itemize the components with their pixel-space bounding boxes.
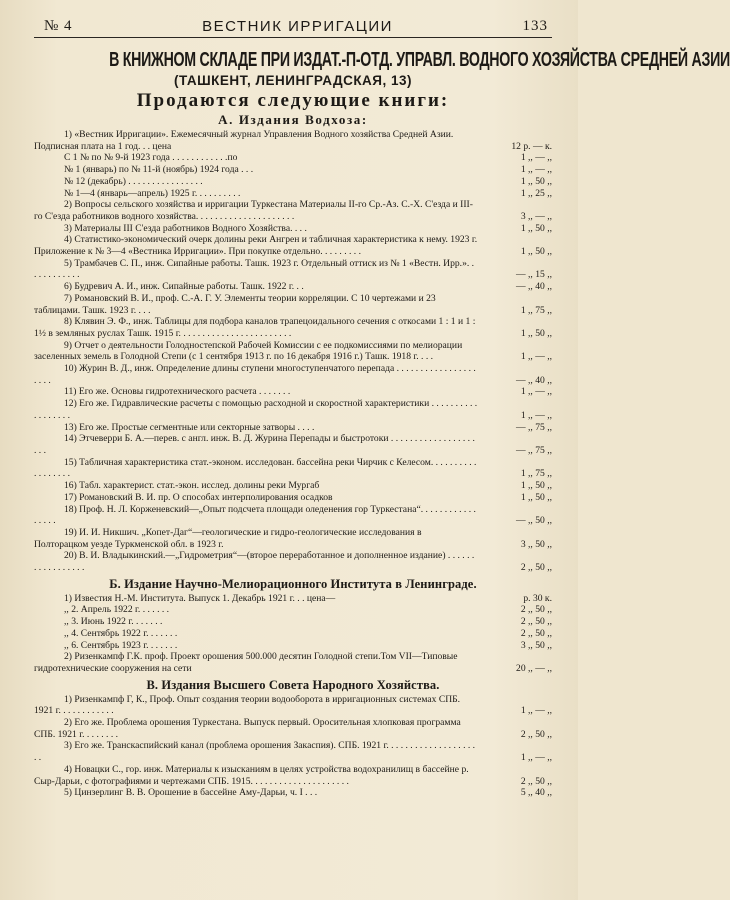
item-price: 1 ,, 50 ,, xyxy=(520,222,552,234)
item-price: — ,, 50 ,, xyxy=(516,515,552,527)
item-text: 19) И. И. Никшич. „Копет-Даг“—геологические и гидро-геологические исследования в Полторацком уезде Туркменской обл. в 1923 г. xyxy=(34,526,422,550)
item-text: № 12 (декабрь) . . . . . . . . . . . . . . . . xyxy=(64,175,203,187)
item-price: 1 ,, 50 ,, xyxy=(520,480,552,492)
item-price: 1 ,, — ,, xyxy=(520,752,552,764)
section-title: Б. Издание Научно-Мелиорационного Института в Ленинграде. xyxy=(109,576,477,591)
list-item xyxy=(34,386,552,398)
section-title: А. Издания Водхоза: xyxy=(218,112,368,127)
item-text: ,, 4. Сентябрь 1922 г. . . . . . . xyxy=(64,627,178,639)
banner: Продаются следующие книги: xyxy=(136,90,450,111)
item-price: 1 ,, 50 ,, xyxy=(520,327,552,339)
item-text: 17) Романовский В. И. пр. О способах интерполирования осадков xyxy=(64,491,333,503)
list-item xyxy=(34,176,552,188)
item-text: С 1 № по № 9-й 1923 года . . . . . . . . . . . .по xyxy=(64,152,238,164)
list-item xyxy=(34,764,552,787)
item-text: 11) Его же. Основы гидротехнического расчета . . . . . . . xyxy=(64,386,291,398)
list-item xyxy=(34,550,552,573)
headline: В КНИЖНОМ СКЛАДЕ ПРИ ИЗДАТ.-П-ОТД. УПРАВЛ. ВОДНОГО ХОЗЯЙСТВА СРЕДНЕЙ АЗИИ xyxy=(109,49,730,71)
list-item xyxy=(34,129,552,152)
item-text: № 1—4 (январь—апрель) 1925 г. . . . . . . . . . xyxy=(64,187,241,199)
item-text: 2) Вопросы сельского хозяйства и ирригации Туркестана Материалы II-го Ср.-Аз. С.-Х. С'езда и III-го С'езда работников водного хозяйства. . . . . . . . . . . . . . . . . . . . . xyxy=(34,199,473,222)
item-price: 1 ,, — ,, xyxy=(520,351,552,363)
section-entries xyxy=(34,129,552,574)
item-price: 1 ,, — ,, xyxy=(520,409,552,421)
item-text: 15) Табличная характеристика стат.-эконом. исследован. бассейна реки Чирчик с Келесом. . . . . . . . . . . . . . . . . . xyxy=(34,456,477,480)
item-price: 2 ,, 50 ,, xyxy=(520,775,552,787)
item-text: 12) Его же. Гидравлические расчеты с помощью расходной и скоростной характеристики . . . . . . . . . . . . . . . . . . xyxy=(34,398,478,421)
list-item xyxy=(34,281,552,293)
list-item xyxy=(34,694,552,717)
item-price: 1 ,, — ,, xyxy=(520,386,552,398)
item-price: — ,, 40 ,, xyxy=(516,374,552,386)
item-price: 3 ,, 50 ,, xyxy=(520,639,552,651)
list-item xyxy=(34,480,552,492)
item-text: 13) Его же. Простые сегментные или секторные затворы . . . . xyxy=(64,421,315,433)
running-header xyxy=(34,18,552,38)
list-item xyxy=(34,223,552,235)
list-item xyxy=(34,787,552,799)
item-price: р. 30 к. xyxy=(523,592,552,604)
item-price: 1 ,, — ,, xyxy=(520,152,552,164)
item-price: 2 ,, 50 ,, xyxy=(520,616,552,628)
section-entries xyxy=(34,694,552,799)
list-item xyxy=(34,492,552,504)
item-text: 10) Журин В. Д., инж. Определение длины ступени многоступенчатого перепада . . . . . . . . . . . . . . . . . . . . . xyxy=(34,363,476,386)
list-item xyxy=(34,398,552,421)
item-text: 7) Романовский В. И., проф. С.-А. Г. У. Элементы теории корреляции. С 10 чертежами и 23 таблицами. Ташк. 1923 г. . . . xyxy=(34,292,436,316)
list-item xyxy=(34,616,552,628)
item-price: 20 ,, — ,, xyxy=(516,662,552,674)
section-title: В. Издания Высшего Совета Народного Хозяйства. xyxy=(146,677,440,692)
item-price: 1 ,, — ,, xyxy=(520,164,552,176)
list-item xyxy=(34,258,552,281)
list-item xyxy=(34,188,552,200)
item-text: 4) Новацки С., гор. инж. Материалы к изысканиям в целях устройства водохранилищ в бассейне р. Сыр-Дарьи, с фотографиями и чертежами СПБ. 1915. . . . . . . . . . . . . . . . . . . . . xyxy=(34,763,469,787)
item-text: 1) Известия Н.-М. Института. Выпуск 1. Декабрь 1921 г. . . цена— xyxy=(64,592,336,604)
item-price: — ,, 15 ,, xyxy=(516,269,552,281)
item-price: 3 ,, — ,, xyxy=(520,210,552,222)
item-text: 1) Ризенкампф Г, К., Проф. Опыт создания теории водооборота в ирригационных системах СПБ. 1921 г. . . . . . . . . . . . xyxy=(34,693,461,717)
list-item xyxy=(34,199,552,222)
item-text: 9) Отчет о деятельности Голодностепской Рабочей Комиссии с ее подкомиссиями по мелиорации заселенных земель в Голодной Степи (с 1 сентября 1913 г. по 16 декабря 1916 г.) Ташк. 1918 г. . . . xyxy=(34,339,463,363)
item-price: 3 ,, 50 ,, xyxy=(520,538,552,550)
catalog-sections xyxy=(34,112,552,799)
issue-number: № 4 xyxy=(44,18,73,34)
item-price: 1 ,, 50 ,, xyxy=(520,175,552,187)
item-text: 18) Проф. Н. Л. Корженевский—„Опыт подсчета площади оледенения гор Туркестана“. . . . . . . . . . . . . . . . . xyxy=(34,503,476,527)
item-price: — ,, 75 ,, xyxy=(516,444,552,456)
item-price: 1 ,, 50 ,, xyxy=(520,491,552,503)
list-item xyxy=(34,152,552,164)
list-item xyxy=(34,628,552,640)
item-text: ,, 6. Сентябрь 1923 г. . . . . . . xyxy=(64,639,178,651)
item-price: — ,, 40 ,, xyxy=(516,281,552,293)
subheadline: (ТАШКЕНТ, ЛЕНИНГРАДСКАЯ, 13) xyxy=(173,73,413,88)
list-item xyxy=(34,293,552,316)
item-price: 1 ,, — ,, xyxy=(520,705,552,717)
list-item xyxy=(34,604,552,616)
item-text: 20) В. И. Владыкинский.—„Гидрометрия“—(второе переработанное и дополненное издание) . . . . . . . . . . . . . . . . . xyxy=(34,550,475,574)
item-text: 16) Табл. характерист. стат.-экон. исслед. долины реки Мургаб xyxy=(64,480,320,492)
item-price: 1 ,, 75 ,, xyxy=(520,304,552,316)
list-item xyxy=(34,593,552,605)
item-text: 4) Статистико-экономический очерк долины реки Ангрен и табличная характеристика к нему. 1923 г. Приложение к № 3—4 «Вестника Ирригации». При покупке отдельно. . . . . . . . . xyxy=(34,234,478,258)
list-item xyxy=(34,433,552,456)
item-price: — ,, 75 ,, xyxy=(516,421,552,433)
list-item xyxy=(34,422,552,434)
list-item xyxy=(34,527,552,550)
item-text: ,, 3. Июнь 1922 г. . . . . . . xyxy=(64,616,163,628)
list-item xyxy=(34,504,552,527)
item-price: 2 ,, 50 ,, xyxy=(520,604,552,616)
item-text: 3) Материалы III С'езда работников Водного Хозяйства. . . . xyxy=(64,222,307,234)
item-text: 14) Этчеверри Б. А.—перев. с англ. инж. В. Д. Журина Перепады и быстротоки . . . . . . . . . . . . . . . . . . . . . xyxy=(34,433,475,456)
item-price: 5 ,, 40 ,, xyxy=(520,787,552,799)
section-entries xyxy=(34,593,552,675)
item-text: ,, 2. Апрель 1922 г. . . . . . . xyxy=(64,604,170,616)
item-price: 1 ,, 75 ,, xyxy=(520,468,552,480)
item-text: 8) Клявин Э. Ф., инж. Таблицы для подбора каналов трапецоидального сечения с откосами 1 : 1 и 1 : 1½ в земляных руслах Ташк. 1915 г. . . . . . . . . . . . . . . . . . . . . . . . xyxy=(34,316,476,339)
list-item xyxy=(34,717,552,740)
list-item xyxy=(34,363,552,386)
item-price: 2 ,, 50 ,, xyxy=(520,728,552,740)
list-item xyxy=(34,457,552,480)
journal-title: ВЕСТНИК ИРРИГАЦИИ xyxy=(202,18,393,35)
item-price: 2 ,, 50 ,, xyxy=(520,562,552,574)
list-item xyxy=(34,234,552,257)
list-item xyxy=(34,340,552,363)
list-item xyxy=(34,316,552,339)
list-item xyxy=(34,164,552,176)
page-number: 133 xyxy=(522,18,548,34)
item-text: 5) Цинзерлинг В. В. Орошение в бассейне Аму-Дарьи, ч. I . . . xyxy=(64,787,318,799)
list-item xyxy=(34,640,552,652)
item-text: 6) Будревич А. И., инж. Сипайные работы. Ташк. 1922 г. . . xyxy=(64,281,304,293)
item-text: 2) Его же. Проблема орошения Туркестана. Выпуск первый. Оросительная хлопковая программа СПБ. 1921 г. . . . . . . . xyxy=(34,717,461,740)
item-price: 2 ,, 50 ,, xyxy=(520,627,552,639)
item-text: 2) Ризенкампф Г.К. проф. Проект орошения 500.000 десятин Голодной степи.Том VII—Типовые гидротехнические сооружения на сети xyxy=(34,651,458,674)
list-item xyxy=(34,740,552,763)
list-item xyxy=(34,651,552,674)
item-price: 1 ,, 50 ,, xyxy=(520,246,552,258)
item-price: 1 ,, 25 ,, xyxy=(520,187,552,199)
item-text: 5) Трамбачев С. П., инж. Сипайные работы. Ташк. 1923 г. Отдельный оттиск из № 1 «Вестн. Ирр.». . . . . . . . . . . . xyxy=(34,257,475,281)
item-text: 1) «Вестник Ирригации». Ежемесячный журнал Управления Водного хозяйства Средней Азии. Подписная плата на 1 год. . . цена xyxy=(34,129,454,152)
item-price: 12 р. — к. xyxy=(511,140,552,152)
item-text: № 1 (январь) по № 11-й (ноябрь) 1924 года . . . xyxy=(64,164,254,176)
item-text: 3) Его же. Транскаспийский канал (проблема орошения Закаспия). СПБ. 1921 г. . . . . . . . . . . . . . . . . . . . . xyxy=(34,740,476,764)
